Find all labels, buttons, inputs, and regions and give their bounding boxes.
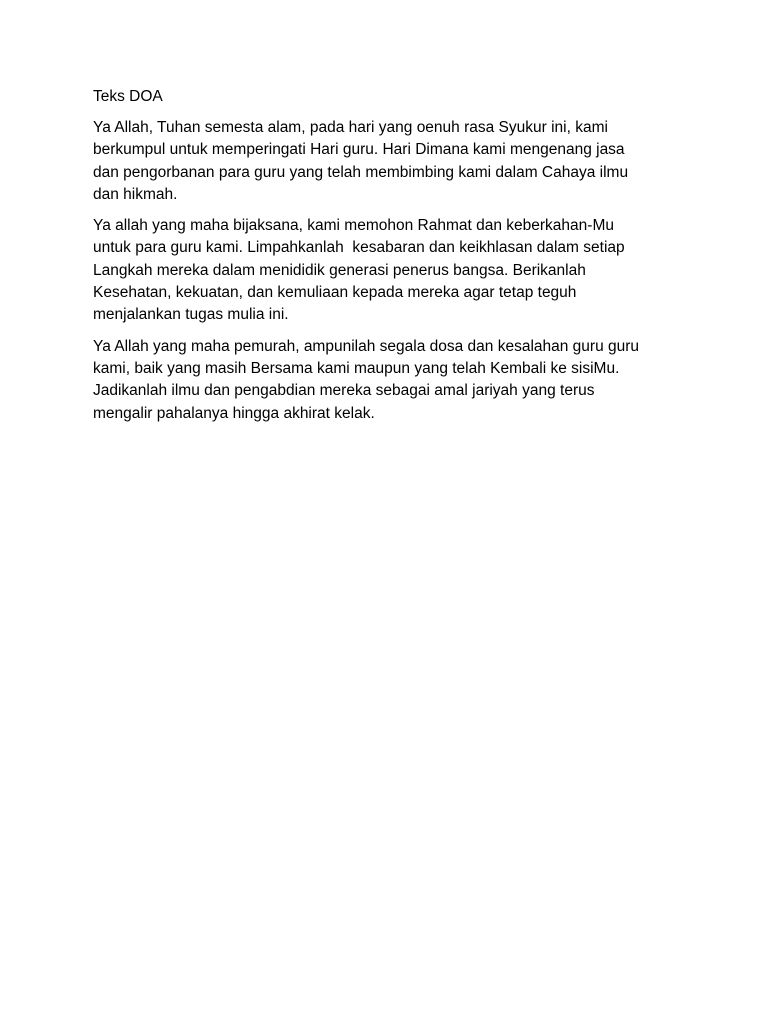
paragraph-line: Langkah mereka dalam menididik generasi penerus bangsa. Berikanlah [93,261,586,279]
paragraph-line: untuk para guru kami. Limpahkanlah kesabaran dan keikhlasan dalam setiap [93,239,625,257]
paragraph-line: Ya Allah, Tuhan semesta alam, pada hari yang oenuh rasa Syukur ini, kami [93,119,608,136]
paragraph-line: dan pengorbanan para guru yang telah membimbing kami dalam Cahaya ilmu [93,163,629,181]
paragraph-line: Ya allah yang maha bijaksana, kami memohon Rahmat dan keberkahan-Mu [93,217,614,235]
paragraph-line: menjalankan tugas mulia ini. [93,306,289,324]
paragraph-line: kami, baik yang masih Bersama kami maupun yang telah Kembali ke sisiMu. [93,359,620,377]
paragraph-line: Ya Allah yang maha pemurah, ampunilah segala dosa dan kesalahan guru guru [93,337,640,355]
paragraph-3 [93,336,688,425]
paragraph-line: Jadikanlah ilmu dan pengabdian mereka sebagai amal jariyah yang terus [93,382,595,400]
paragraph-line: dan hikmah. [93,185,178,203]
paragraph-line: Kesehatan, kekuatan, dan kemuliaan kepada mereka agar tetap teguh [93,284,577,302]
document-title: Teks DOA [93,88,163,105]
paragraph-1 [93,117,688,206]
paragraph-2 [93,215,688,326]
paragraph-line: mengalir pahalanya hingga akhirat kelak. [93,404,375,422]
paragraph-line: berkumpul untuk memperingati Hari guru. Hari Dimana kami mengenang jasa [93,141,625,159]
